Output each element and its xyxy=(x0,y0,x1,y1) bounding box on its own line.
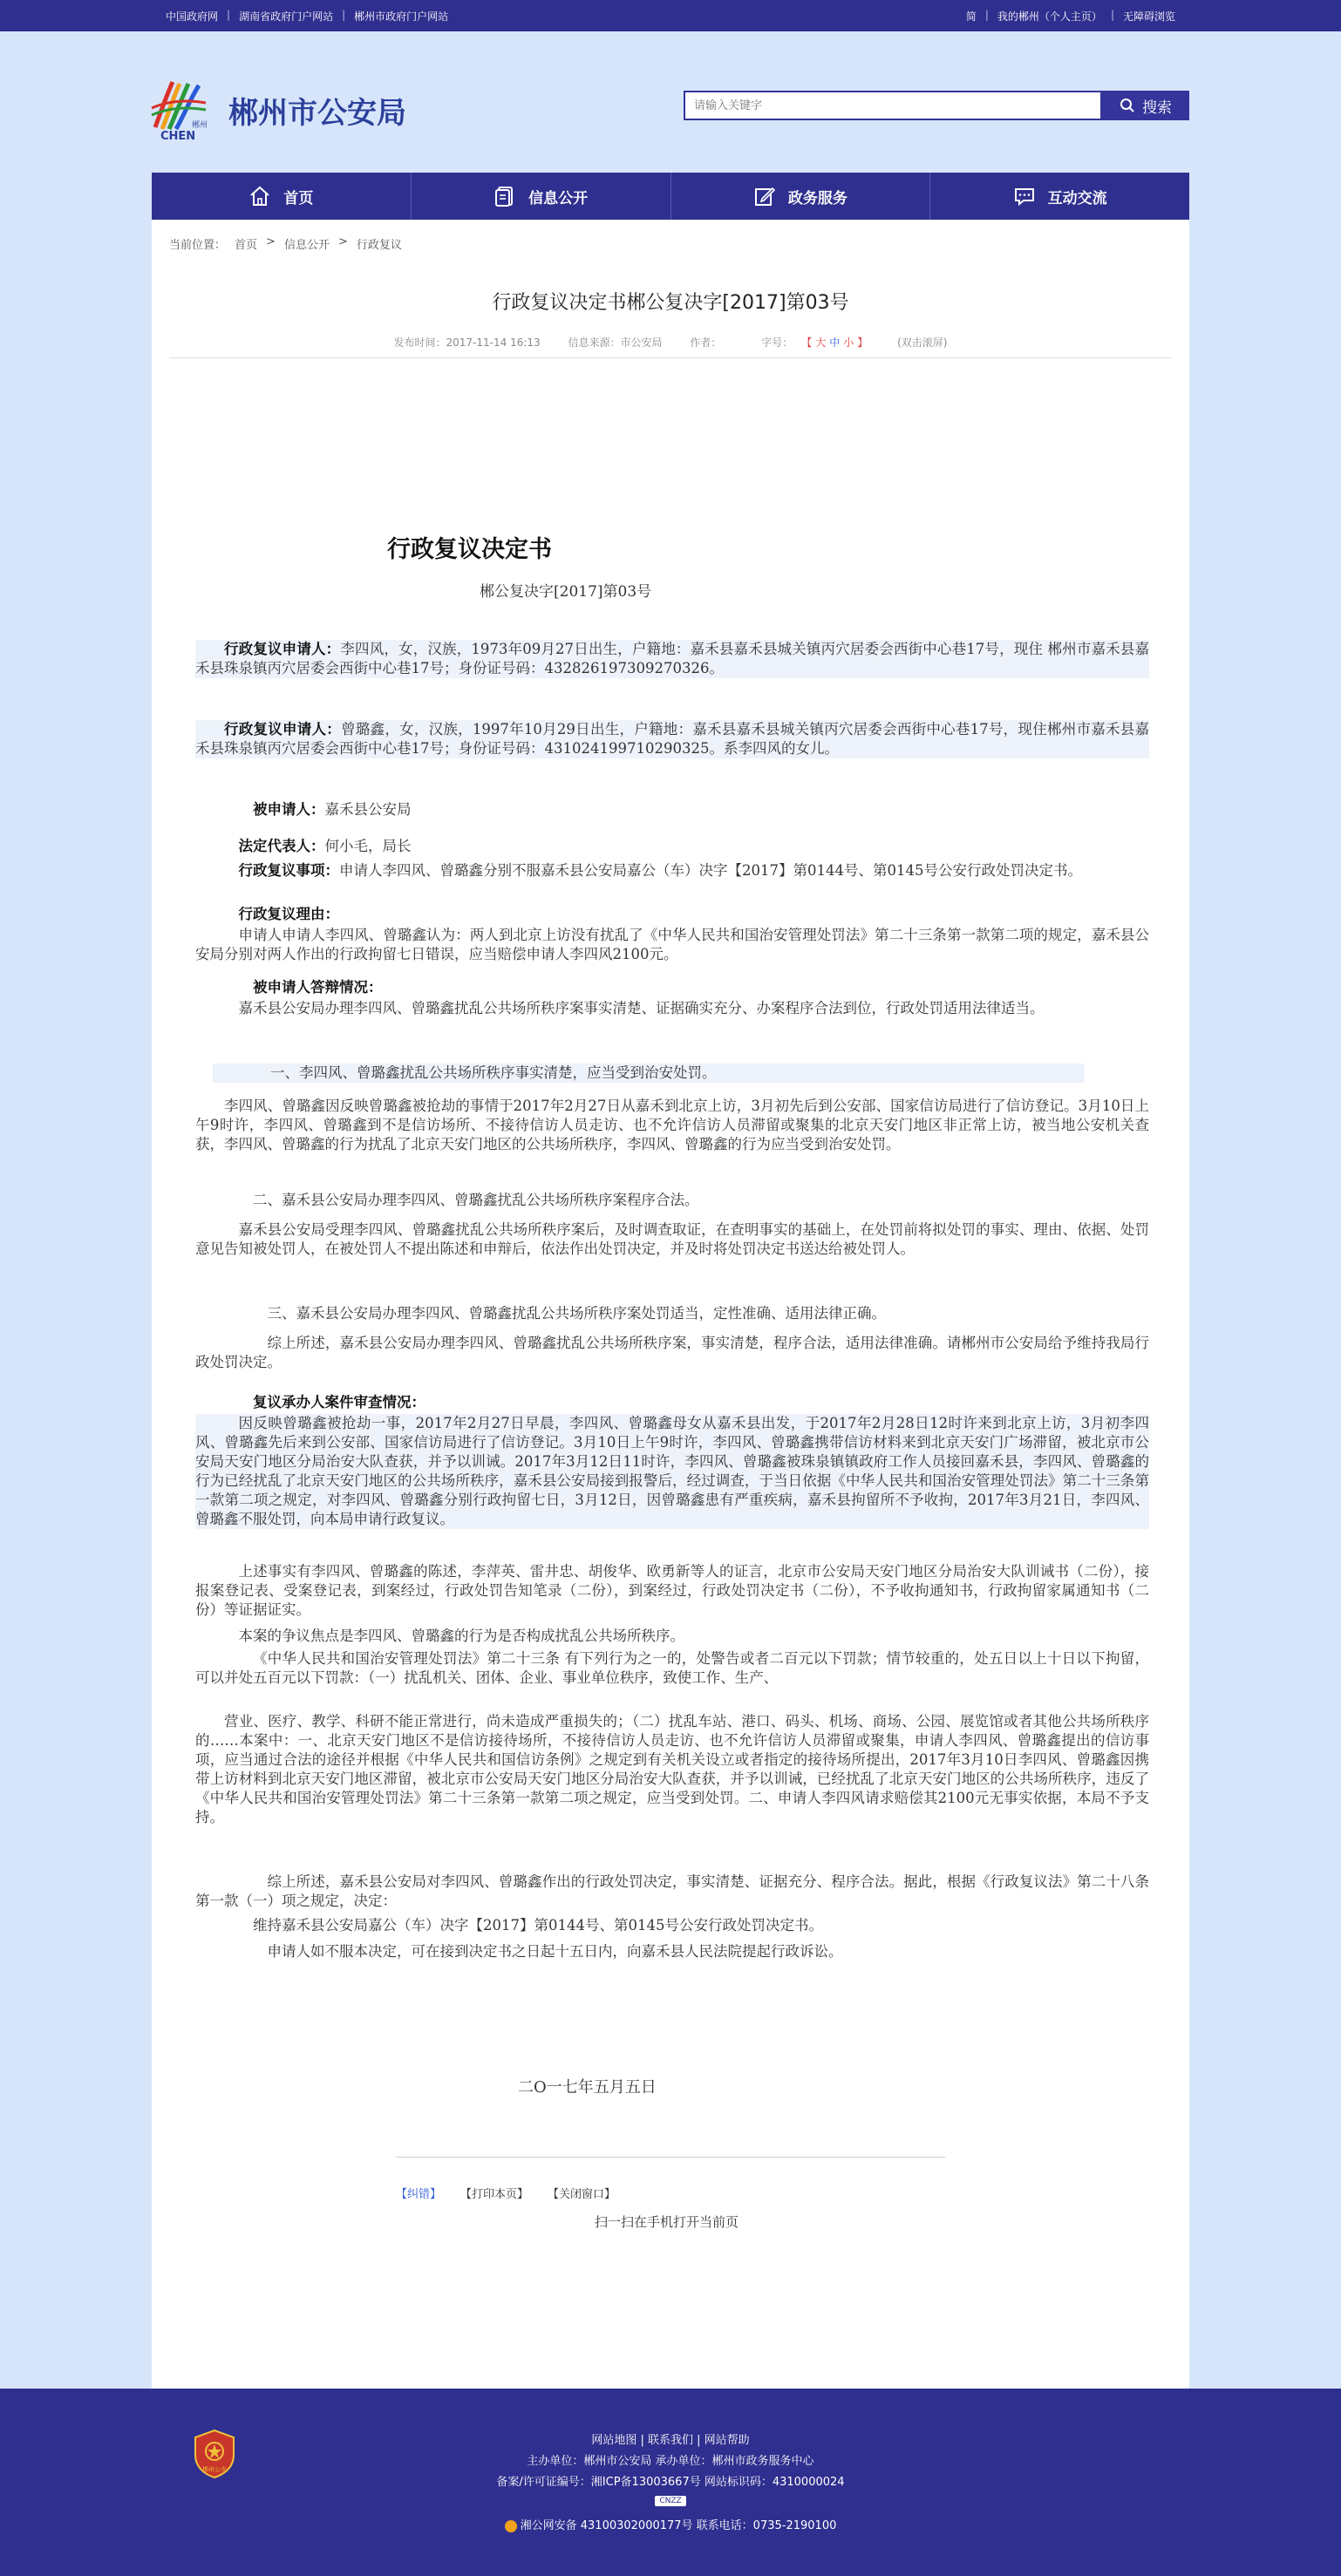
review-reason-label xyxy=(195,905,1149,924)
review-handler-label xyxy=(195,1393,1149,1412)
label: 被申请人答辩情况： xyxy=(253,979,383,996)
nav-label: 互动交流 xyxy=(1047,189,1107,207)
home-icon xyxy=(248,185,271,207)
review-reason: 申请人申请人李四风、曾璐鑫认为：两人到北京上访没有扰乱了《中华人民共和国治安管理处罚法》第二十三条第一款第二项的规定，嘉禾县公安局分别对两人作出的行政拘留七日错误，应当赔偿申请人李四风2100元。 xyxy=(195,927,1149,962)
footer-police-record xyxy=(0,2516,1341,2532)
point-2-detail: 嘉禾县公安局受理李四风、曾璐鑫扰乱公共场所秩序案后，及时调查取证，在查明事实的基础上，在处罚前将拟处罚的事实、理由、依据、处罚意见告知被处罚人，在被处罚人不提出陈述和申辩后，依法作出处罚决定，并及时将处罚决定书送达给被处罚人。 xyxy=(195,1221,1149,1257)
text: 申请人李四风、曾璐鑫分别不服嘉禾县公安局嘉公（车）决字【2017】第0144号、第0145号公安行政处罚决定书。 xyxy=(339,862,1082,879)
bracket-open: 【 xyxy=(807,336,813,349)
logo-chen-text: CHEN xyxy=(160,130,196,143)
doc-heading: 行政复议决定书 xyxy=(387,536,552,563)
defense-conclusion: 综上所述，嘉禾县公安局办理李四风、曾璐鑫扰乱公共场所秩序案，事实清楚，程序合法，适用法律准确。请郴州市公安局给予维持我局行政处罚决定。 xyxy=(195,1335,1149,1370)
search-input[interactable] xyxy=(685,92,1100,119)
cnzz-badge[interactable]: CNZZ xyxy=(655,2496,685,2506)
defense-summary: 嘉禾县公安局办理李四风、曾璐鑫扰乱公共场所秩序案事实清楚、证据确实充分、办案程序合法到位，行政处罚适用法律适当。 xyxy=(238,1000,1045,1016)
point-1-detail: 李四风、曾璐鑫因反映曾璐鑫被抢劫的事情于2017年2月27日从嘉禾到北京上访，3月初先后到公安部、国家信访局进行了信访登记。3月10日上午9时许，李四风、曾璐鑫到不是信访场所、不接待信访人员走访、也不允许信访人员滞留或聚集的北京天安门地区非正常上访，被当地公安机关查获，李四风、曾璐鑫的行为扰乱了北京天安门地区的公共场所秩序，李四风、曾璐鑫的行为应当受到治安处罚。 xyxy=(195,1098,1149,1152)
legal-rep xyxy=(195,837,1149,856)
link-chenzhou-gov[interactable]: 郴州市政府门户网站 xyxy=(354,10,449,23)
font-size-label: 字号： xyxy=(761,336,793,349)
evidence: 上述事实有李四风、曾璐鑫的陈述，李萍英、雷井忠、胡俊华、欧勇新等人的证言，北京市公安局天安门地区分局治安大队训诫书（二份），接报案登记表、受案登记表，到案经过，行政处罚告知笔录（二份），到案经过，行政处罚决定书（二份），不予收拘通知书，行政拘留家属通知书（二份）等证据证实。 xyxy=(195,1563,1149,1618)
article-title: 行政复议决定书郴公复决字[2017]第03号 xyxy=(492,292,849,314)
separator: | xyxy=(1110,9,1114,21)
conclusion: 综上所述，嘉禾县公安局对李四风、曾璐鑫作出的行政处罚决定，事实清楚、证据充分、程序合法。据此，根据《行政复议法》第二十八条第一款（一）项之规定，决定： xyxy=(195,1873,1149,1909)
publish-time: 发布时间：2017-11-14 16:13 xyxy=(393,336,541,349)
separator: | xyxy=(227,9,231,21)
link-gov-cn[interactable]: 中国政府网 xyxy=(166,10,219,23)
dispute-focus: 本案的争议焦点是李四风、曾璐鑫的行为是否构成扰乱公共场所秩序。 xyxy=(238,1628,684,1644)
text: 李四风，女，汉族，1973年09月27日出生，户籍地：嘉禾县嘉禾县城关镇丙穴居委会西街中心巷17号，现住 郴州市嘉禾县嘉禾县珠泉镇丙穴居委会西街中心巷17号；身份证号码：432826197309270326。 xyxy=(195,641,1150,676)
separator: | xyxy=(342,9,346,21)
font-size-large[interactable]: 大 xyxy=(815,336,827,349)
label: 法定代表人： xyxy=(238,838,325,854)
dblclick-scroll-hint: (双击滚屏) xyxy=(897,336,948,349)
site-header xyxy=(150,68,1189,146)
link-simplified[interactable]: 简 xyxy=(965,10,977,23)
help-link[interactable]: 网站帮助 xyxy=(704,2434,750,2447)
applicant-2 xyxy=(195,720,1149,758)
breadcrumb-sep: > xyxy=(266,235,276,248)
font-size-control xyxy=(749,336,869,349)
decision-date: 二O一七年五月五日 xyxy=(518,2078,657,2097)
search-button[interactable] xyxy=(1102,91,1189,120)
font-size-medium[interactable]: 中 xyxy=(829,336,841,349)
applicant-1 xyxy=(195,640,1149,678)
nav-item-interact[interactable] xyxy=(930,173,1189,220)
emblem-text: 郴州公安 xyxy=(202,2466,227,2473)
footer-icp: 备案/许可证编号：湘ICP备13003667号 网站标识码：4310000024 xyxy=(496,2476,845,2489)
breadcrumb-info[interactable]: 信息公开 xyxy=(283,239,330,252)
nav-item-services[interactable] xyxy=(671,173,931,220)
author: 作者： xyxy=(690,336,722,349)
breadcrumb xyxy=(169,235,402,252)
nav-label: 政务服务 xyxy=(787,189,847,207)
label: 被申请人： xyxy=(253,801,325,818)
point-3: 三、嘉禾县公安局办理李四风、曾璐鑫扰乱公共场所秩序案处罚适当，定性准确、适用法律正确。 xyxy=(267,1305,886,1322)
text: 嘉禾县公安局 xyxy=(324,801,412,818)
link-hunan-gov[interactable]: 湖南省政府门户网站 xyxy=(239,10,334,23)
text: 曾璐鑫，女，汉族，1997年10月29日出生，户籍地：嘉禾县嘉禾县城关镇丙穴居委会西街中心巷17号，现住郴州市嘉禾县嘉禾县珠泉镇丙穴居委会西街中心巷17号；身份证号码：431024199710290325。系李四风的女儿。 xyxy=(195,721,1150,757)
bracket-close: 】 xyxy=(857,336,868,349)
top-bar xyxy=(0,0,1341,31)
nav-item-info[interactable] xyxy=(412,173,671,220)
search-box xyxy=(684,91,1102,120)
separator: | xyxy=(984,9,989,21)
appeal-notice: 申请人如不服本决定，可在接到决定书之日起十五日内，向嘉禾县人民法院提起行政诉讼。 xyxy=(267,1943,843,1960)
nav-label: 信息公开 xyxy=(528,189,589,207)
search-icon xyxy=(1120,98,1135,113)
case-analysis: 营业、医疗、教学、科研不能正常进行，尚未造成严重损失的；（二）扰乱车站、港口、码头、机场、商场、公园、展览馆或者其他公共场所秩序的……本案中：一、北京天安门地区不是信访接待场所，不接待信访人员走访、也不允许信访人员滞留或聚集，申请人李四风、曾璐鑫提出的信访事项，应当通过合法的途径并根据《中华人民共和国信访条例》之规定到有关机关设立或者指定的接待场所提出，2017年3月10日李四风、曾璐鑫因携带上访材料到北京天安门地区滞留，被北京市公安局天安门地区分局治安大队查获，并予以训诫，已经扰乱了北京天安门地区的公共场所秩序，违反了《中华人民共和国治安管理处罚法》第二十三条第一款第二项之规定，应当受到处罚。二、申请人李四风请求赔偿其2100元无事实依据，本局不予支持。 xyxy=(195,1713,1149,1825)
point-1: 一、李四风、曾璐鑫扰乱公共场所秩序事实清楚，应当受到治安处罚。 xyxy=(213,1064,1085,1083)
close-window-button[interactable]: 【关闭窗口】 xyxy=(548,2188,616,2201)
edit-icon xyxy=(753,185,776,207)
nav-item-home[interactable] xyxy=(152,173,412,220)
label: 行政复议申请人： xyxy=(224,721,342,737)
breadcrumb-sep: > xyxy=(337,235,348,248)
text: 何小毛，局长 xyxy=(324,838,412,854)
font-size-small[interactable]: 小 xyxy=(843,336,854,349)
point-2: 二、嘉禾县公安局办理李四风、曾璐鑫扰乱公共场所秩序案程序合法。 xyxy=(253,1192,699,1208)
footer-badge-row xyxy=(0,2493,1341,2506)
title-divider xyxy=(169,357,1172,358)
link-accessibility[interactable]: 无障碍浏览 xyxy=(1122,10,1175,23)
link-my-chenzhou[interactable]: 我的郴州（个人主页） xyxy=(997,10,1102,23)
label: 复议承办人案件审查情况： xyxy=(253,1394,425,1410)
footer-host: 主办单位：郴州市公安局 承办单位：郴州市政务服务中心 xyxy=(527,2455,814,2468)
nav-label: 首页 xyxy=(283,189,314,207)
top-links-left xyxy=(157,9,457,24)
site-footer xyxy=(0,2389,1341,2576)
article-actions xyxy=(396,2185,616,2201)
info-source: 信息来源：市公安局 xyxy=(568,336,663,349)
label: 行政复议事项： xyxy=(238,862,339,879)
logo-small-text: 郴州 xyxy=(192,121,208,130)
breadcrumb-prefix: 当前位置： xyxy=(169,239,227,252)
police-record-icon xyxy=(505,2520,517,2532)
case-review: 因反映曾璐鑫被抢劫一事，2017年2月27日早晨，李四风、曾璐鑫母女从嘉禾县出发，于2017年2月28日12时许来到北京上访，3月初李四风、曾璐鑫先后来到公安部、国家信访局进行了信访登记。3月10日上午9时许，李四风、曾璐鑫携带信访材料来到北京天安门广场滞留，被北京市公安局天安门地区分局治安大队查获，并予以训诫。2017年3月12日11时许，李四风、曾璐鑫被珠泉镇镇政府工作人员接回嘉禾县，李四风、曾璐鑫的行为已经扰乱了北京天安门地区的公共场所秩序，嘉禾县公安局接到报警后，经过调查，于当日依据《中华人民共和国治安管理处罚法》第二十三条第一款第二项之规定，对李四风、曾璐鑫分别行政拘留七日，3月12日，因曾璐鑫患有严重疾病，嘉禾县拘留所不予收拘，2017年3月21日，李四风、曾璐鑫不服处罚，向本局申请行政复议。 xyxy=(195,1415,1149,1527)
law-article: 《中华人民共和国治安管理处罚法》第二十三条 有下列行为之一的，处警告或者二百元以下罚款；情节较重的，处五日以上十日以下拘留，可以并处五百元以下罚款：（一）扰乱机关、团体、企业、事业单位秩序，致使工作、生产、 xyxy=(195,1650,1149,1686)
footer-divider xyxy=(396,2157,945,2158)
breadcrumb-review[interactable]: 行政复议 xyxy=(356,239,402,252)
label: 行政复议理由： xyxy=(238,906,339,922)
scan-qr-hint: 扫一扫在手机打开当前页 xyxy=(595,2214,739,2230)
article-meta xyxy=(152,335,1189,350)
footer-links: 网站地图 | 联系我们 | 网站帮助 xyxy=(591,2434,750,2447)
police-record-text: 湘公网安备 43100302000177号 联系电话：0735-2190100 xyxy=(520,2519,837,2532)
defense-label xyxy=(195,978,1149,997)
sitemap-link[interactable]: 网站地图 xyxy=(591,2434,637,2447)
chat-icon xyxy=(1013,185,1036,207)
site-logo[interactable] xyxy=(150,73,220,143)
decision: 维持嘉禾县公安局嘉公（车）决字【2017】第0144号、第0145号公安行政处罚决定书。 xyxy=(253,1917,823,1934)
respondent xyxy=(195,800,1149,819)
print-button[interactable]: 【打印本页】 xyxy=(460,2188,529,2201)
logo-graphic xyxy=(150,73,220,143)
correct-button[interactable]: 【纠错】 xyxy=(396,2188,442,2201)
review-matter xyxy=(195,861,1149,880)
label: 行政复议申请人： xyxy=(224,641,341,657)
search-button-label: 搜索 xyxy=(1142,99,1172,117)
site-name: 郴州市公安局 xyxy=(228,96,406,131)
contact-link[interactable]: 联系我们 xyxy=(647,2434,693,2447)
breadcrumb-home[interactable]: 首页 xyxy=(235,239,258,252)
doc-number: 郴公复决字[2017]第03号 xyxy=(480,583,652,601)
main-nav xyxy=(152,173,1189,220)
document-icon xyxy=(494,185,516,207)
top-links-right xyxy=(957,9,1184,24)
content-panel xyxy=(152,220,1189,2389)
